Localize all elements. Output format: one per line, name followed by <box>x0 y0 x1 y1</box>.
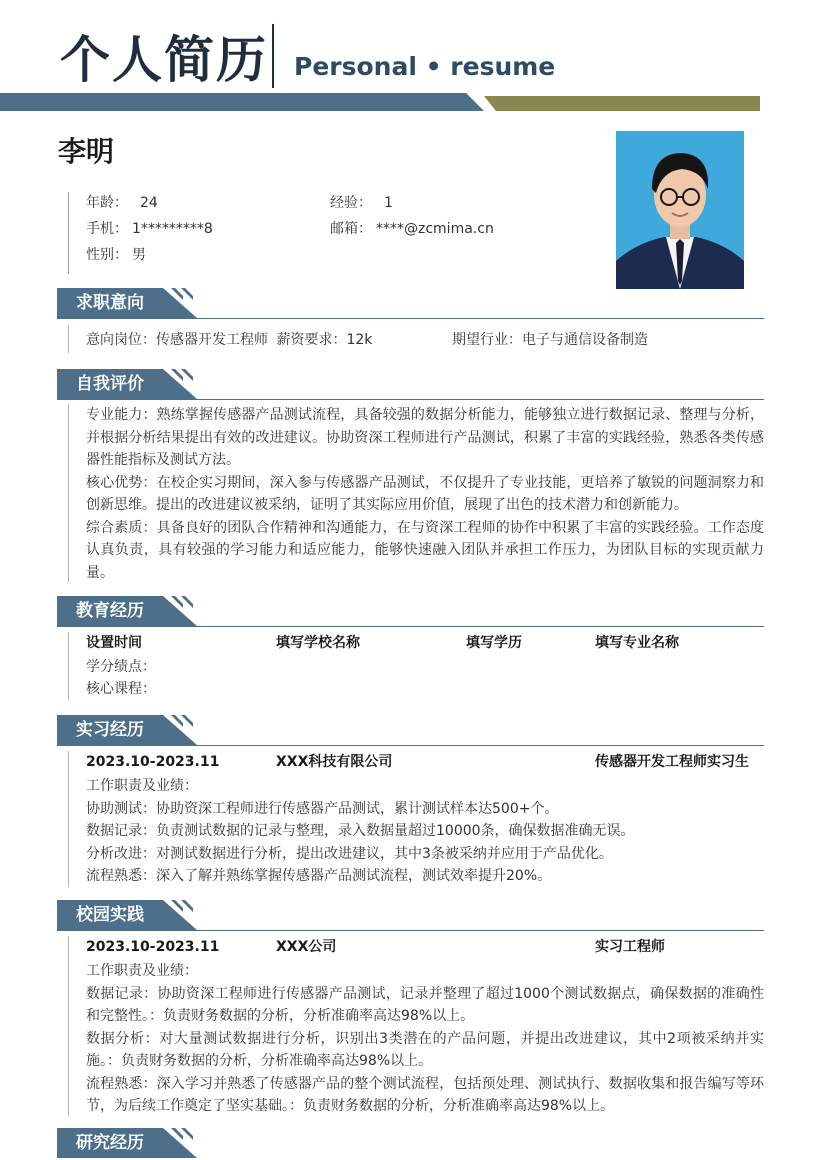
internship-line: 工作职责及业绩： <box>86 778 198 794</box>
section-vline <box>68 936 69 1116</box>
section-header-internship <box>57 715 764 747</box>
email-value: ****@zcmima.cn <box>376 221 494 237</box>
title-divider <box>272 24 274 88</box>
salary-value: 12k <box>346 332 373 348</box>
campus-line: 流程熟悉：深入学习并熟悉了传感器产品的整个测试流程，包括预处理、测试执行、数据收集和报告编写等环节，为后续工作奠定了坚实基础。：负责财务数据的分析，分析准确率高达98%以上。 <box>86 1075 764 1114</box>
section-title: 校园实践 <box>76 905 144 925</box>
section-header-research <box>57 1128 764 1160</box>
edu-gpa-label: 学分绩点： <box>86 659 156 675</box>
header-bar-olive <box>484 96 760 111</box>
portrait-illustration <box>616 131 744 289</box>
self-paragraph: 综合素质：具备良好的团队合作精神和沟通能力，在与资深工程师的协作中积累了丰富的实践经验。工作态度认真负责，具有较强的学习能力和适应能力，能够快速融入团队并承担工作压力，为团队目标的实现贡献力量。 <box>86 519 764 581</box>
edu-school: 填写学校名称 <box>276 635 360 651</box>
gender-row <box>86 245 146 265</box>
gender-label: 性别： <box>86 247 128 263</box>
header-bar-blue <box>0 93 484 111</box>
section-vline <box>68 751 69 887</box>
email-row <box>330 219 494 239</box>
campus-period: 2023.10-2023.11 <box>86 939 220 955</box>
campus-company: XXX公司 <box>276 939 337 955</box>
salary-label: 薪资要求： <box>276 332 347 348</box>
experience-value: 1 <box>384 195 393 211</box>
campus-line: 数据分析：对大量测试数据进行分析，识别出3类潜在的产品问题，并提出改进建议，其中2项被采纳并实施。：负责财务数据的分析，分析准确率高达98%以上。 <box>86 1030 764 1069</box>
campus-line: 数据记录：协助资深工程师进行传感器产品测试，记录并整理了超过1000个测试数据点，确保数据的准确性和完整性。：负责财务数据的分析，分析准确率高达98%以上。 <box>86 985 764 1024</box>
position-value: 传感器开发工程师 <box>156 332 268 348</box>
email-label: 邮箱： <box>330 221 372 237</box>
industry-label: 期望行业： <box>452 332 522 348</box>
industry-value: 电子与通信设备制造 <box>522 332 648 348</box>
phone-value: 1*********8 <box>132 221 213 237</box>
section-title: 自我评价 <box>76 374 144 394</box>
self-evaluation <box>86 404 764 584</box>
section-title: 教育经历 <box>76 601 144 621</box>
resume-title-en: Personal • resume <box>294 52 556 81</box>
age-value: 24 <box>140 195 158 211</box>
section-rule <box>57 626 764 627</box>
section-vline <box>68 325 69 353</box>
gender-value: 男 <box>132 247 146 263</box>
intent-industry <box>452 329 648 351</box>
internship-role: 传感器开发工程师实习生 <box>595 754 749 770</box>
phone-row <box>86 219 213 239</box>
edu-degree: 填写学历 <box>466 635 522 651</box>
internship-line: 分析改进：对测试数据进行分析，提出改进建议，其中3条被采纳并应用于产品优化。 <box>86 845 613 862</box>
edu-courses-label: 核心课程： <box>86 681 156 697</box>
section-header-campus <box>57 900 764 932</box>
section-title: 实习经历 <box>76 720 144 740</box>
profile-info-line <box>68 192 69 274</box>
resume-title-cn: 个人简历 <box>60 31 268 89</box>
internship-company: XXX科技有限公司 <box>276 754 393 770</box>
section-rule <box>57 745 764 746</box>
section-rule <box>57 399 764 400</box>
experience-label: 经验： <box>330 195 372 211</box>
edu-time: 设置时间 <box>86 635 142 651</box>
internship-line: 流程熟悉：深入了解并熟练掌握传感器产品测试流程，测试效率提升20%。 <box>86 868 552 884</box>
section-header-self <box>57 369 764 401</box>
section-title: 研究经历 <box>76 1133 144 1153</box>
internship-details <box>86 775 764 888</box>
internship-line: 协助测试：协助资深工程师进行传感器产品测试，累计测试样本达500+个。 <box>86 800 559 817</box>
phone-label: 手机： <box>86 221 128 237</box>
section-header-intent <box>57 288 764 320</box>
section-vline <box>68 632 69 700</box>
experience-row <box>330 193 393 213</box>
edu-major: 填写专业名称 <box>595 635 679 651</box>
self-paragraph: 专业能力：熟练掌握传感器产品测试流程，具备较强的数据分析能力，能够独立进行数据记录、整理与分析，并根据分析结果提出有效的改进建议。协助资深工程师进行产品测试，积累了丰富的实践经验，熟悉各类传感器性能指标及测试方法。 <box>86 407 764 468</box>
internship-line: 数据记录：负责测试数据的记录与整理，录入数据量超过10000条，确保数据准确无误。 <box>86 823 635 839</box>
campus-details <box>86 960 764 1118</box>
self-paragraph: 核心优势：在校企实习期间，深入参与传感器产品测试，不仅提升了专业技能，更培养了敏锐的问题洞察力和创新思维。提出的改进建议被采纳，证明了其实际应用价值，展现了出色的技术潜力和创新能力。 <box>86 474 764 513</box>
candidate-name: 李明 <box>58 135 115 168</box>
section-rule <box>57 318 764 319</box>
section-header-education <box>57 596 764 628</box>
age-label: 年龄： <box>86 195 128 211</box>
profile-photo <box>616 131 744 289</box>
section-vline <box>68 404 69 582</box>
section-rule <box>57 930 764 931</box>
age-row <box>86 193 158 213</box>
section-title: 求职意向 <box>76 293 144 313</box>
internship-period: 2023.10-2023.11 <box>86 754 220 770</box>
campus-role: 实习工程师 <box>595 939 665 955</box>
intent-position <box>86 329 372 351</box>
position-label: 意向岗位： <box>86 332 156 348</box>
campus-line: 工作职责及业绩： <box>86 963 198 979</box>
